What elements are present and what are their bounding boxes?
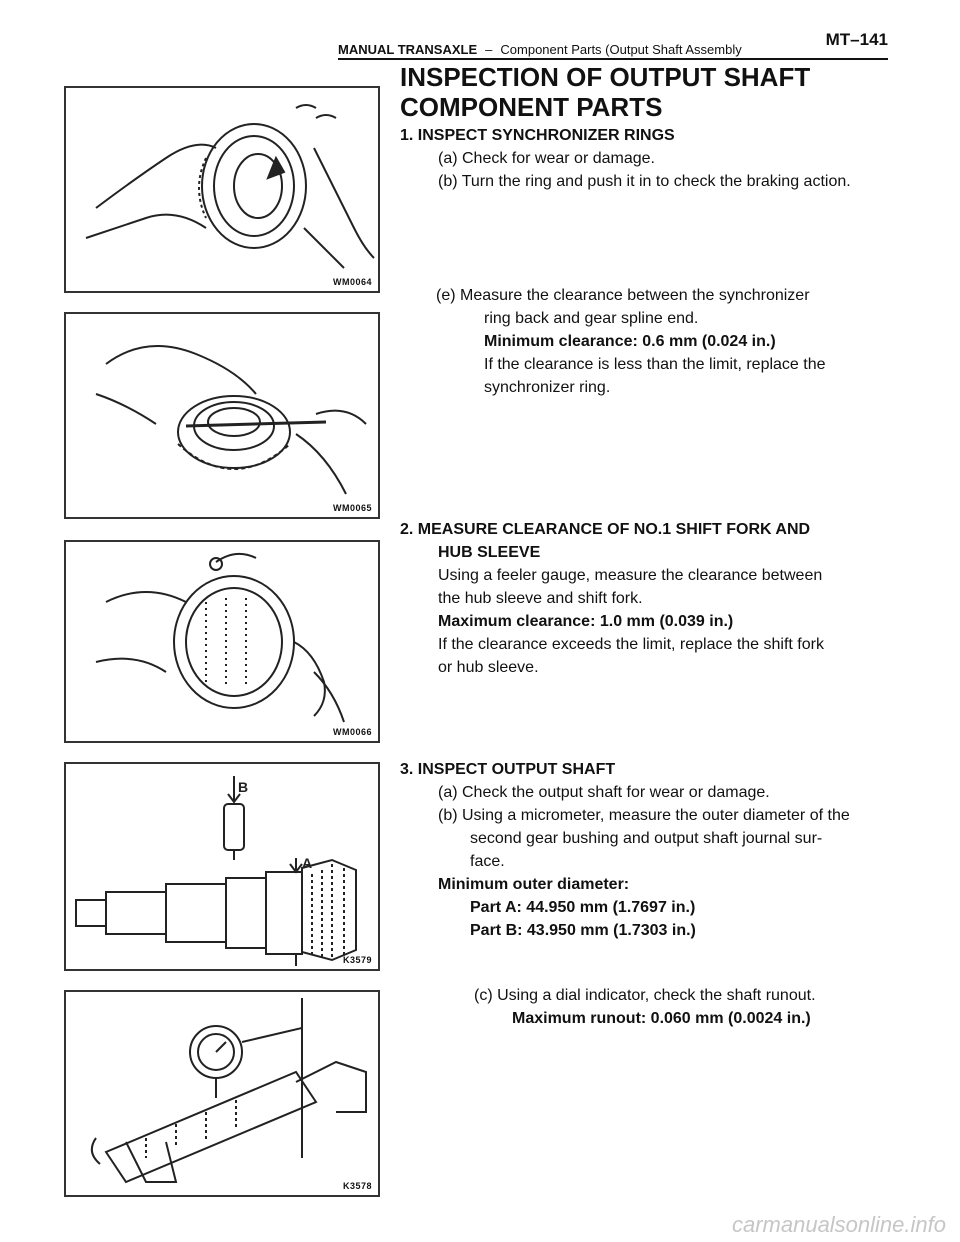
step-1-b: (b) Turn the ring and push it in to check the braking action.: [438, 173, 851, 190]
page-title: [400, 62, 810, 122]
part-a-label: A: [302, 855, 313, 871]
step-1-text: [400, 124, 851, 193]
figure-output-shaft: [64, 762, 380, 971]
output-shaft-illustration: [66, 764, 378, 969]
shift-fork-illustration: [66, 542, 378, 741]
step-2-note-2: or hub sleeve.: [438, 659, 539, 676]
dial-indicator-illustration: [66, 992, 378, 1195]
step-2-note-1: If the clearance exceeds the limit, replace the shift fork: [438, 636, 824, 653]
title-line-2: COMPONENT PARTS: [400, 92, 663, 122]
figure-dial-indicator: [64, 990, 380, 1197]
header-separator: –: [485, 42, 493, 57]
synchronizer-clearance-illustration: [66, 314, 378, 517]
step-2-line-2: the hub sleeve and shift fork.: [438, 590, 643, 607]
step-3-spec-b: Part B: 43.950 mm (1.7303 in.): [470, 922, 696, 939]
figure-code-5: K3578: [342, 1181, 372, 1191]
watermark: carmanualsonline.info: [731, 1212, 946, 1237]
figure-code-1: WM0064: [332, 277, 372, 287]
header-subsection: Component Parts (Output Shaft Assembly: [500, 42, 742, 57]
step-1-e-spec: Minimum clearance: 0.6 mm (0.024 in.): [484, 333, 776, 350]
step-1-a: (a) Check for wear or damage.: [438, 150, 655, 167]
running-header: [338, 42, 742, 57]
step-1-e-line-2: ring back and gear spline end.: [484, 310, 699, 327]
step-1-heading: 1. INSPECT SYNCHRONIZER RINGS: [400, 127, 675, 144]
step-3-spec-a: Part A: 44.950 mm (1.7697 in.): [470, 899, 696, 916]
step-2-spec: Maximum clearance: 1.0 mm (0.039 in.): [438, 613, 734, 630]
title-line-1: INSPECTION OF OUTPUT SHAFT: [400, 62, 811, 92]
step-2-heading-2: HUB SLEEVE: [438, 544, 541, 561]
step-3-b-line-3: face.: [470, 853, 505, 870]
step-3-b-line-1: (b) Using a micrometer, measure the outer diameter of the: [438, 807, 850, 824]
step-1-e-note-2: synchronizer ring.: [484, 379, 611, 396]
step-2-line-1: Using a feeler gauge, measure the clearance between: [438, 567, 823, 584]
step-3-heading: 3. INSPECT OUTPUT SHAFT: [400, 761, 616, 778]
figure-synchronizer-clearance: [64, 312, 380, 519]
figure-code-3: WM0066: [332, 727, 372, 737]
step-3-c-text: [474, 984, 816, 1030]
step-3-text: [400, 758, 850, 942]
step-3-a: (a) Check the output shaft for wear or damage.: [438, 784, 770, 801]
step-3-spec-label: Minimum outer diameter:: [438, 876, 630, 893]
step-3-c: (c) Using a dial indicator, check the shaft runout.: [474, 987, 816, 1004]
page-number: MT–141: [825, 30, 888, 49]
step-3-c-spec: Maximum runout: 0.060 mm (0.0024 in.): [512, 1010, 811, 1027]
figure-shift-fork: [64, 540, 380, 743]
figure-synchronizer-ring: [64, 86, 380, 293]
synchronizer-ring-illustration: [66, 88, 378, 291]
header-rule: [338, 58, 888, 60]
step-1-e-line-1: (e) Measure the clearance between the synchronizer: [436, 287, 810, 304]
step-1-e-text: [436, 284, 826, 399]
step-2-heading-1: 2. MEASURE CLEARANCE OF NO.1 SHIFT FORK AND: [400, 521, 811, 538]
figure-code-2: WM0065: [332, 503, 372, 513]
figure-code-4: K3579: [342, 955, 372, 965]
step-2-text: [400, 518, 824, 679]
step-1-e-note-1: If the clearance is less than the limit, replace the: [484, 356, 826, 373]
header-section: MANUAL TRANSAXLE: [338, 42, 478, 57]
step-3-b-line-2: second gear bushing and output shaft journal sur-: [470, 830, 823, 847]
part-b-label: B: [238, 779, 249, 795]
